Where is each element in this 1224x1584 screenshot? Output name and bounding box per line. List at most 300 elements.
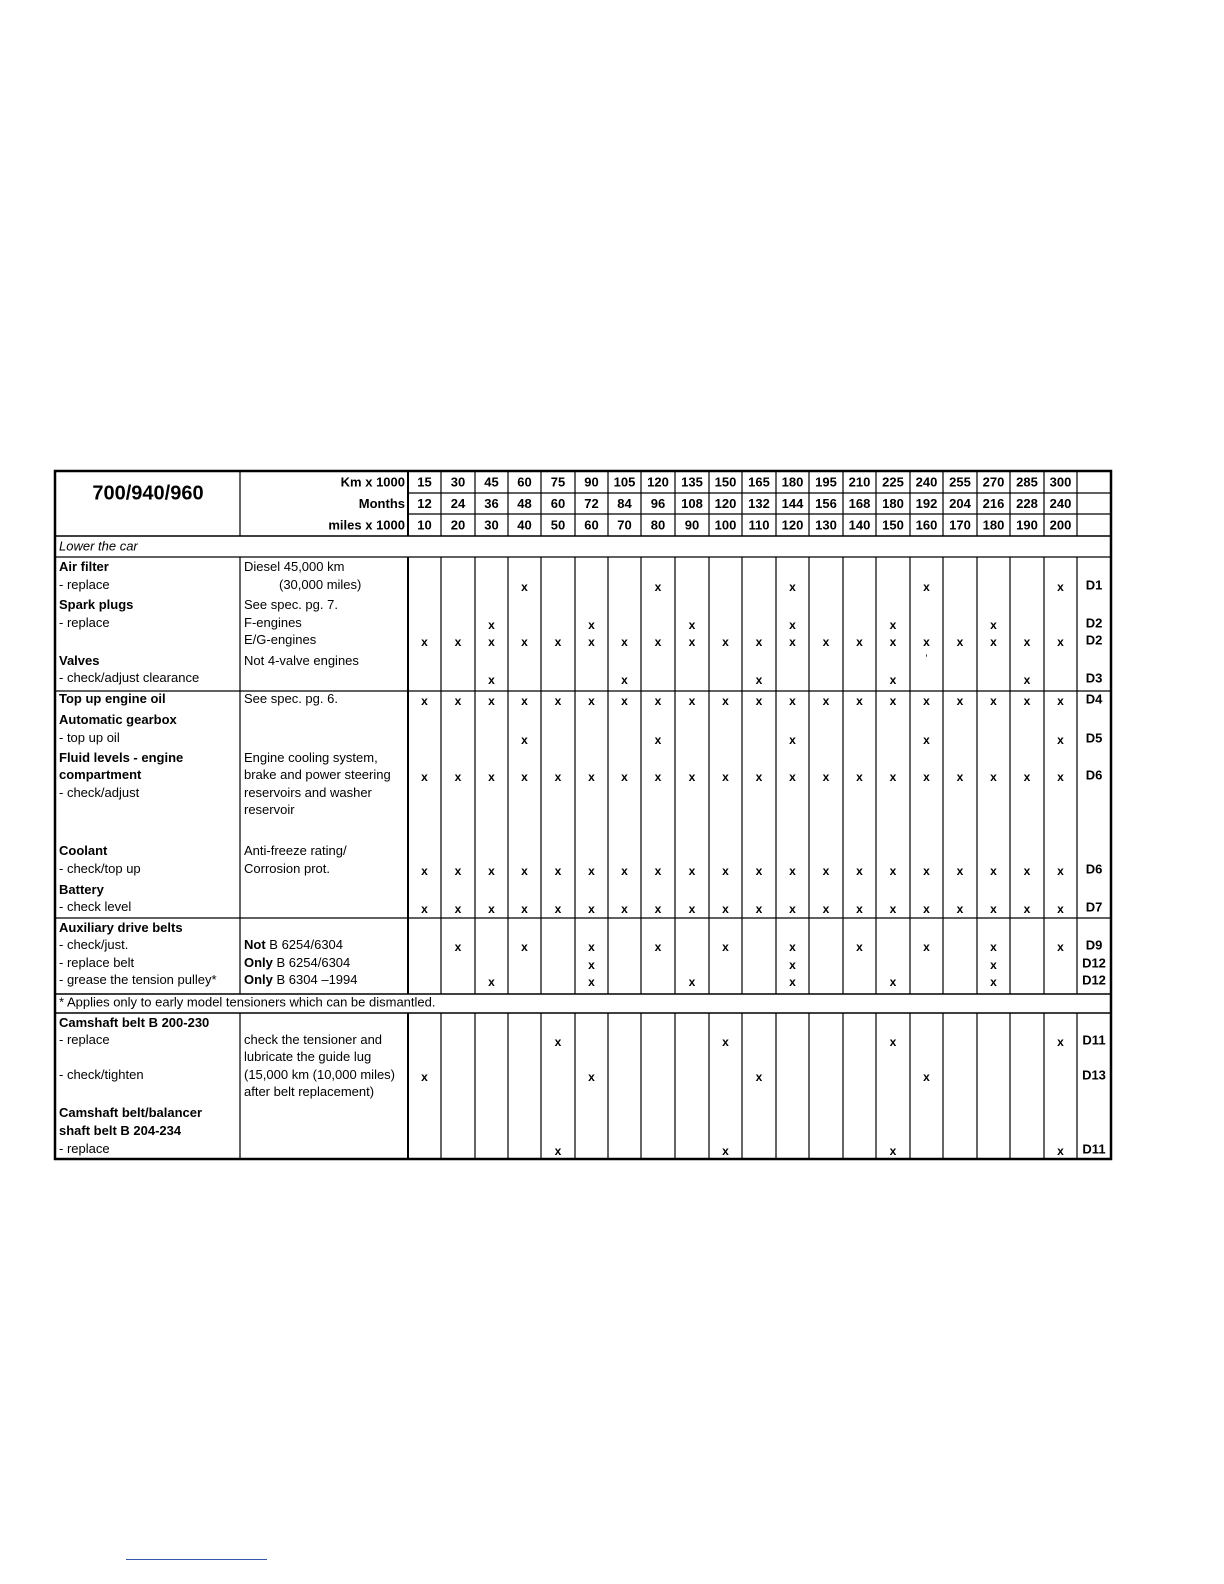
operation-code: D2 <box>1085 632 1103 648</box>
task-label <box>59 955 135 970</box>
task-label-part: - check/tighten <box>59 1067 144 1083</box>
interval-mark: x <box>621 902 628 917</box>
task-note-part: See spec. pg. 6. <box>244 691 338 707</box>
header-value: 80 <box>650 517 666 533</box>
interval-mark: x <box>554 864 562 879</box>
task-label-part: shaft belt B 204-234 <box>59 1123 182 1139</box>
interval-mark: x <box>856 694 863 709</box>
header-value: 270 <box>982 474 1005 490</box>
task-note-part: F-engines <box>244 615 302 631</box>
task-label <box>59 1141 110 1156</box>
header-value: 120 <box>781 517 804 533</box>
header-value: 240 <box>1049 495 1072 511</box>
interval-mark: x <box>889 694 897 709</box>
interval-mark: x <box>621 694 628 709</box>
interval-mark: x <box>688 975 696 990</box>
interval-mark: x <box>856 770 863 785</box>
interval-mark: x <box>654 940 662 955</box>
interval-mark: x <box>588 975 595 990</box>
interval-mark: x <box>789 580 796 595</box>
header-value: 180 <box>982 517 1005 533</box>
interval-mark: x <box>856 864 863 879</box>
interval-mark: x <box>454 940 462 955</box>
interval-mark: x <box>789 635 796 650</box>
operation-code: D3 <box>1085 670 1103 686</box>
task-note-part: Engine cooling system, <box>244 750 378 766</box>
header-value: 36 <box>484 495 499 511</box>
task-note <box>244 632 317 647</box>
task-label-part: - replace <box>59 577 110 593</box>
interval-mark: x <box>956 694 964 709</box>
interval-mark: x <box>990 902 997 917</box>
interval-mark: x <box>621 770 628 785</box>
header-value: 84 <box>617 495 632 511</box>
task-note <box>244 1084 374 1099</box>
header-value: 130 <box>815 517 837 533</box>
task-label <box>59 1032 110 1047</box>
stray-mark: ' <box>925 653 928 665</box>
interval-mark: x <box>722 864 729 879</box>
interval-mark: x <box>488 902 495 917</box>
task-note-part: Diesel 45,000 km <box>244 559 345 575</box>
task-label <box>59 1123 182 1138</box>
interval-mark: x <box>588 694 595 709</box>
interval-mark: x <box>421 635 428 650</box>
interval-mark: x <box>521 694 528 709</box>
task-note <box>244 972 357 987</box>
interval-mark: x <box>554 635 562 650</box>
header-value: 75 <box>550 474 566 490</box>
header-value: 168 <box>848 495 871 511</box>
interval-mark: x <box>856 902 863 917</box>
interval-mark: x <box>923 733 930 748</box>
task-label-part: - grease the tension pulley* <box>59 972 217 988</box>
interval-mark: x <box>521 635 528 650</box>
interval-mark: x <box>1057 635 1064 650</box>
interval-mark: x <box>454 694 462 709</box>
interval-mark: x <box>990 694 997 709</box>
interval-mark: x <box>956 770 964 785</box>
task-label <box>59 1015 209 1030</box>
task-label-part: Camshaft belt B 200-230 <box>59 1015 210 1031</box>
interval-mark: x <box>822 770 830 785</box>
interval-mark: x <box>755 635 763 650</box>
task-note-part: check the tensioner and <box>244 1032 383 1048</box>
header-value: 132 <box>748 495 770 511</box>
interval-mark: x <box>621 635 628 650</box>
header-value: 60 <box>517 474 532 490</box>
task-note-part: Anti-freeze rating/ <box>244 843 347 859</box>
task-note-part: Not 4-valve engines <box>244 653 359 669</box>
header-value: 204 <box>949 495 971 511</box>
header-value: 45 <box>484 474 499 490</box>
task-label <box>59 691 166 706</box>
operation-code: D12 <box>1082 972 1106 988</box>
task-note-part: Only <box>244 972 273 988</box>
task-label-part: Valves <box>59 653 100 669</box>
interval-mark: x <box>688 635 696 650</box>
interval-mark: x <box>454 770 462 785</box>
interval-mark: x <box>789 618 796 633</box>
interval-mark: x <box>956 635 964 650</box>
interval-mark: x <box>722 902 729 917</box>
header-value: 105 <box>613 474 636 490</box>
task-note <box>244 1032 382 1047</box>
header-value: 190 <box>1016 517 1038 533</box>
section-label: Lower the car <box>59 538 138 554</box>
interval-mark: x <box>654 635 662 650</box>
task-label <box>59 785 140 800</box>
task-note <box>244 1067 395 1082</box>
interval-mark: x <box>755 673 763 688</box>
header-value: 100 <box>714 517 737 533</box>
operation-code: D12 <box>1082 955 1106 971</box>
interval-mark: x <box>789 864 796 879</box>
header-value: 135 <box>681 474 703 490</box>
header-value: 156 <box>815 495 837 511</box>
interval-mark: x <box>923 770 930 785</box>
task-label <box>59 843 108 858</box>
task-label <box>59 559 109 574</box>
header-value: 110 <box>748 517 770 533</box>
interval-mark: x <box>722 770 729 785</box>
interval-mark: x <box>554 1035 562 1050</box>
task-label-part: - check/just. <box>59 937 129 953</box>
interval-mark: x <box>755 864 763 879</box>
task-label <box>59 730 120 745</box>
header-value: 60 <box>550 495 566 511</box>
interval-mark: x <box>889 902 897 917</box>
header-value: 15 <box>417 474 432 490</box>
task-label-part: Fluid levels - engine <box>59 750 184 766</box>
task-label-part: - check/adjust <box>59 785 140 801</box>
task-note <box>244 1049 371 1064</box>
header-value: 165 <box>748 474 770 490</box>
header-value: 170 <box>949 517 971 533</box>
interval-mark: x <box>621 673 628 688</box>
header-value: 40 <box>517 517 532 533</box>
interval-mark: x <box>554 694 562 709</box>
header-value: 300 <box>1049 474 1072 490</box>
header-value: 140 <box>848 517 871 533</box>
interval-mark: x <box>588 618 595 633</box>
task-note <box>244 955 350 970</box>
task-note <box>244 802 295 817</box>
section-note: * Applies only to early model tensioners which can be dismantled. <box>59 994 436 1010</box>
task-label <box>59 653 100 668</box>
task-label <box>59 750 183 765</box>
interval-mark: x <box>789 770 796 785</box>
interval-mark: x <box>621 864 628 879</box>
task-note <box>244 750 378 765</box>
page-title: 700/940/960 <box>92 482 204 505</box>
interval-mark: x <box>789 975 796 990</box>
interval-mark: x <box>789 958 796 973</box>
interval-mark: x <box>688 864 696 879</box>
interval-mark: x <box>923 940 930 955</box>
interval-mark: x <box>990 635 997 650</box>
interval-mark: x <box>688 902 696 917</box>
interval-mark: x <box>1057 694 1064 709</box>
header-value: 60 <box>584 517 599 533</box>
interval-mark: x <box>654 733 662 748</box>
interval-mark: x <box>990 958 997 973</box>
interval-mark: x <box>889 673 897 688</box>
task-label <box>59 972 217 987</box>
interval-mark: x <box>990 618 997 633</box>
task-label <box>59 1105 202 1120</box>
header-value: 24 <box>450 495 466 511</box>
header-value: 72 <box>584 495 599 511</box>
header-value: 150 <box>882 517 904 533</box>
interval-mark: x <box>923 1070 930 1085</box>
interval-mark: x <box>588 902 595 917</box>
interval-mark: x <box>990 975 997 990</box>
interval-mark: x <box>1057 940 1064 955</box>
interval-mark: x <box>454 635 462 650</box>
interval-mark: x <box>1057 733 1064 748</box>
task-label-part: Camshaft belt/balancer <box>59 1105 203 1121</box>
footer-rule <box>126 1559 267 1560</box>
header-value: 30 <box>484 517 499 533</box>
task-note <box>244 559 344 574</box>
interval-mark: x <box>1023 673 1031 688</box>
interval-mark: x <box>856 635 863 650</box>
operation-code: D6 <box>1085 767 1103 783</box>
task-note-part: (15,000 km (10,000 miles) <box>244 1067 396 1083</box>
operation-code: D6 <box>1085 861 1103 877</box>
header-value: 120 <box>714 495 737 511</box>
task-note-part: Corrosion prot. <box>244 861 330 877</box>
header-value: 200 <box>1049 517 1072 533</box>
task-label <box>59 899 131 914</box>
task-note-part: after belt replacement) <box>244 1084 375 1100</box>
interval-mark: x <box>956 864 964 879</box>
interval-mark: x <box>755 1070 763 1085</box>
task-label-part: - top up oil <box>59 730 120 746</box>
interval-mark: x <box>755 770 763 785</box>
interval-mark: x <box>521 864 528 879</box>
interval-mark: x <box>923 635 930 650</box>
header-value: 225 <box>882 474 904 490</box>
task-label <box>59 767 142 782</box>
interval-mark: x <box>454 864 462 879</box>
header-value: 195 <box>815 474 837 490</box>
interval-mark: x <box>488 635 495 650</box>
header-value: 216 <box>982 495 1005 511</box>
operation-code: D2 <box>1085 615 1103 631</box>
interval-mark: x <box>588 1070 595 1085</box>
table-border <box>55 471 1111 1159</box>
operation-code: D13 <box>1082 1067 1106 1083</box>
interval-mark: x <box>421 694 428 709</box>
task-note <box>244 861 330 876</box>
operation-code: D11 <box>1082 1141 1106 1157</box>
header-value: 120 <box>647 474 669 490</box>
task-note <box>244 785 373 800</box>
task-label-part: - check level <box>59 899 132 915</box>
task-label-part: - replace <box>59 615 110 631</box>
header-value: 160 <box>915 517 938 533</box>
operation-code: D4 <box>1085 691 1103 707</box>
task-note-part: (30,000 miles) <box>279 577 362 593</box>
interval-mark: x <box>654 864 662 879</box>
task-note <box>244 653 359 668</box>
task-note-part: B 6304 –1994 <box>272 972 358 988</box>
interval-mark: x <box>722 940 729 955</box>
task-label-part: Battery <box>59 882 104 898</box>
header-value: 90 <box>684 517 700 533</box>
interval-mark: x <box>1057 580 1064 595</box>
interval-mark: x <box>755 694 763 709</box>
interval-mark: x <box>755 902 763 917</box>
interval-mark: x <box>990 864 997 879</box>
interval-mark: x <box>521 770 528 785</box>
interval-mark: x <box>889 635 897 650</box>
interval-mark: x <box>722 694 729 709</box>
interval-mark: x <box>789 694 796 709</box>
task-note-part: reservoirs and washer <box>244 785 372 801</box>
interval-mark: x <box>1023 694 1031 709</box>
interval-mark: x <box>956 902 964 917</box>
task-label-part: - check/top up <box>59 861 141 877</box>
header-label: Months <box>358 495 405 511</box>
interval-mark: x <box>822 902 830 917</box>
header-value: 180 <box>882 495 904 511</box>
interval-mark: x <box>688 694 696 709</box>
interval-mark: x <box>554 770 562 785</box>
interval-mark: x <box>722 1144 729 1159</box>
header-value: 90 <box>584 474 599 490</box>
interval-mark: x <box>1023 770 1031 785</box>
interval-mark: x <box>923 902 930 917</box>
interval-mark: x <box>521 902 528 917</box>
interval-mark: x <box>488 770 495 785</box>
task-note <box>244 597 338 612</box>
task-label <box>59 670 199 685</box>
task-label <box>59 937 128 952</box>
task-label-part: Spark plugs <box>59 597 134 613</box>
interval-mark: x <box>990 940 997 955</box>
interval-mark: x <box>889 1144 897 1159</box>
interval-mark: x <box>990 770 997 785</box>
interval-mark: x <box>923 864 930 879</box>
header-value: 192 <box>915 495 938 511</box>
task-label-part: - replace <box>59 1032 110 1048</box>
header-value: 285 <box>1016 474 1038 490</box>
interval-mark: x <box>488 864 495 879</box>
operation-code: D5 <box>1085 730 1103 746</box>
task-label-part: compartment <box>59 767 142 783</box>
task-note <box>244 937 343 952</box>
task-note-part: reservoir <box>244 802 295 818</box>
task-note <box>279 577 361 592</box>
interval-mark: x <box>1057 1035 1064 1050</box>
interval-mark: x <box>923 694 930 709</box>
interval-mark: x <box>588 940 595 955</box>
header-value: 96 <box>650 495 666 511</box>
interval-mark: x <box>789 940 796 955</box>
interval-mark: x <box>421 1070 428 1085</box>
task-label-part: - replace <box>59 1141 110 1157</box>
interval-mark: x <box>1057 902 1064 917</box>
interval-mark: x <box>521 940 528 955</box>
interval-mark: x <box>654 902 662 917</box>
task-note <box>244 691 338 706</box>
interval-mark: x <box>822 635 830 650</box>
interval-mark: x <box>654 694 662 709</box>
interval-mark: x <box>588 958 595 973</box>
interval-mark: x <box>421 864 428 879</box>
header-label: miles x 1000 <box>328 517 405 533</box>
header-value: 12 <box>417 495 432 511</box>
interval-mark: x <box>488 694 495 709</box>
task-label <box>59 577 110 592</box>
header-value: 50 <box>550 517 566 533</box>
task-note <box>244 843 347 858</box>
interval-mark: x <box>889 975 897 990</box>
task-label-part: Automatic gearbox <box>59 712 177 728</box>
header-value: 228 <box>1016 495 1038 511</box>
task-note <box>244 767 391 782</box>
header-value: 30 <box>450 474 466 490</box>
interval-mark: x <box>856 940 863 955</box>
task-label <box>59 920 183 935</box>
interval-mark: x <box>1057 1144 1064 1159</box>
interval-mark: x <box>588 635 595 650</box>
interval-mark: x <box>923 580 930 595</box>
interval-mark: x <box>789 733 796 748</box>
task-note-part: brake and power steering <box>244 767 391 783</box>
interval-mark: x <box>688 618 696 633</box>
interval-mark: x <box>722 1035 729 1050</box>
interval-mark: x <box>521 733 528 748</box>
task-label <box>59 712 178 727</box>
task-label-part: - check/adjust clearance <box>59 670 200 686</box>
interval-mark: x <box>1023 635 1031 650</box>
header-value: 48 <box>517 495 532 511</box>
header-label: Km x 1000 <box>340 474 405 490</box>
header-value: 150 <box>714 474 737 490</box>
interval-mark: x <box>1023 902 1031 917</box>
task-note-part: E/G-engines <box>244 632 317 648</box>
header-value: 180 <box>781 474 804 490</box>
interval-mark: x <box>822 694 830 709</box>
operation-code: D9 <box>1085 937 1103 953</box>
interval-mark: x <box>822 864 830 879</box>
header-value: 108 <box>681 495 703 511</box>
task-label-part: Coolant <box>59 843 108 859</box>
interval-mark: x <box>889 618 897 633</box>
interval-mark: x <box>554 902 562 917</box>
interval-mark: x <box>889 770 897 785</box>
interval-mark: x <box>654 770 662 785</box>
task-label-part: - replace belt <box>59 955 135 971</box>
interval-mark: x <box>1057 770 1064 785</box>
interval-mark: x <box>889 1035 897 1050</box>
task-label <box>59 1067 144 1082</box>
header-value: 210 <box>848 474 871 490</box>
operation-code: D11 <box>1082 1032 1106 1048</box>
task-label-part: Auxiliary drive belts <box>59 920 183 936</box>
task-note-part: See spec. pg. 7. <box>244 597 338 613</box>
interval-mark: x <box>454 902 462 917</box>
operation-code: D1 <box>1085 577 1103 593</box>
task-label <box>59 597 133 612</box>
task-note <box>244 615 302 630</box>
header-value: 10 <box>417 517 432 533</box>
interval-mark: x <box>488 618 495 633</box>
